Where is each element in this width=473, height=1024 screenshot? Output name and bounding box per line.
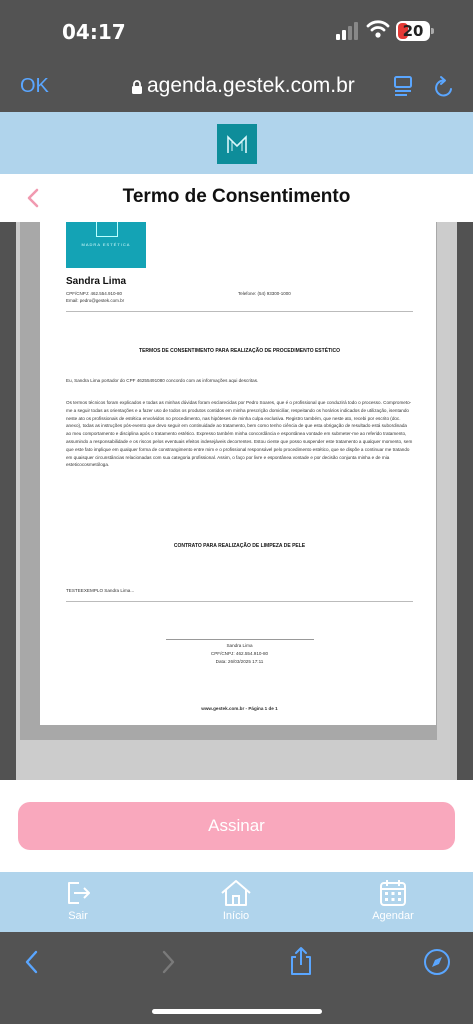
url-address[interactable]: agenda.gestek.com.br (147, 74, 355, 97)
page-title: Termo de Consentimento (122, 186, 351, 207)
consent-body: Os termos técnicos foram explicados e todas as minhas dúvidas foram esclarecidas por Pedro Soares, que é o profissional que conduzirá todo o processo. Comprometo-me a seguir todas as orientações e a fazer uso de todos os produtos contidos em minha prescrição domiciliar, respeitando os horários indicados de utilização, isentando neste ato os profissionais de estética envolvidos no procedimento, nas hipóteses de minha culpa exclusiva. Registro também, que neste ato, recebi por escrito (doc. anexo), todas as instruções pós-evento que devo seguir em continuidade ao tratamento, bem como tenho ciência de que esta obrigação de resultado está subordinada ao meu comportamento e disciplina após o tratamento estético. Expresso também minha concordância e espontânea vontade em submeter-me ao referido tratamento, assumindo a responsabilidade e os riscos pelos eventuais efeitos indesejáveis decorrentes. Estou ciente que posso suspender este tratamento a qualquer momento, sem que este fato implique em qualquer forma de constrangimento entre mim e o profissional responsável pelo procedimento estético, que se dispõe a continuar me tratando em quaisquer circunstâncias relacionadas com sua categoria profissional. Assim, o faço por livre e espontânea vontade e por decisão conjunta minha e de mia esteticocosmetóloga. (66, 400, 413, 468)
lock-icon (131, 79, 143, 95)
logout-icon (63, 878, 93, 908)
document-page (40, 222, 436, 725)
browser-bottom-bar (0, 932, 473, 1024)
client-name: Sandra Lima (66, 276, 127, 287)
signature-name: Sandra Lima (226, 643, 253, 648)
battery-icon (396, 21, 430, 41)
done-button[interactable]: OK (20, 75, 49, 97)
consent-intro: Eu, Sandra Lima portador do CPF 46255491080 concordo com as informações aqui descritas. (66, 378, 259, 383)
document-footer: www.gestek.com.br - Página 1 de 1 (201, 706, 278, 711)
document-logo (66, 222, 146, 268)
contract-heading: CONTRATO PARA REALIZAÇÃO DE LIMPEZA DE PELE (173, 543, 306, 549)
compass-icon[interactable] (423, 948, 451, 976)
consent-heading: TERMOS DE CONSENTIMENTO PARA REALIZAÇÃO DE PROCEDIMENTO ESTÉTICO (139, 348, 340, 354)
signature-line (166, 639, 314, 640)
sign-section (0, 780, 473, 872)
tab-label: Sair (68, 910, 88, 922)
brand-logo (217, 124, 257, 164)
client-email: Email: pedro@gestek.com.br (66, 298, 125, 303)
divider (66, 311, 413, 312)
document-card (20, 222, 437, 740)
reload-icon[interactable] (433, 75, 455, 99)
calendar-icon (378, 878, 408, 908)
wifi-icon (366, 18, 390, 40)
status-bar (0, 0, 473, 62)
client-cpf: CPF/CNPJ: 462.554.910-80 (66, 291, 123, 296)
page-header (0, 174, 473, 222)
home-icon (219, 878, 253, 908)
tab-schedule[interactable] (353, 878, 433, 922)
tab-home[interactable] (196, 878, 276, 922)
signature-date: Data: 26/03/2025 17:11 (215, 659, 264, 664)
battery-level: 20 (402, 22, 424, 40)
document-viewer[interactable] (16, 222, 457, 780)
contract-text: TESTEEXEMPLO Sandra Lima... (66, 588, 135, 593)
document-logo-text: MADRA ESTÉTICA (81, 242, 131, 247)
browser-forward-icon[interactable] (160, 949, 176, 975)
divider (66, 601, 413, 602)
share-icon[interactable] (288, 946, 314, 976)
cellular-signal-icon (336, 22, 360, 40)
browser-toolbar (0, 62, 473, 112)
tab-label: Agendar (372, 910, 414, 922)
client-phone: Telefone: (54) 93300-1000 (238, 291, 291, 296)
tab-label: Início (222, 910, 250, 922)
sign-button[interactable]: Assinar (18, 802, 455, 850)
site-header (0, 112, 473, 174)
signature-cpf: CPF/CNPJ: 462.554.910-80 (210, 651, 269, 656)
browser-back-icon[interactable] (24, 949, 40, 975)
tab-logout[interactable] (38, 878, 118, 922)
reader-mode-icon[interactable] (393, 75, 413, 97)
status-time: 04:17 (62, 20, 126, 44)
tab-bar (0, 872, 473, 932)
home-indicator (152, 1009, 322, 1014)
